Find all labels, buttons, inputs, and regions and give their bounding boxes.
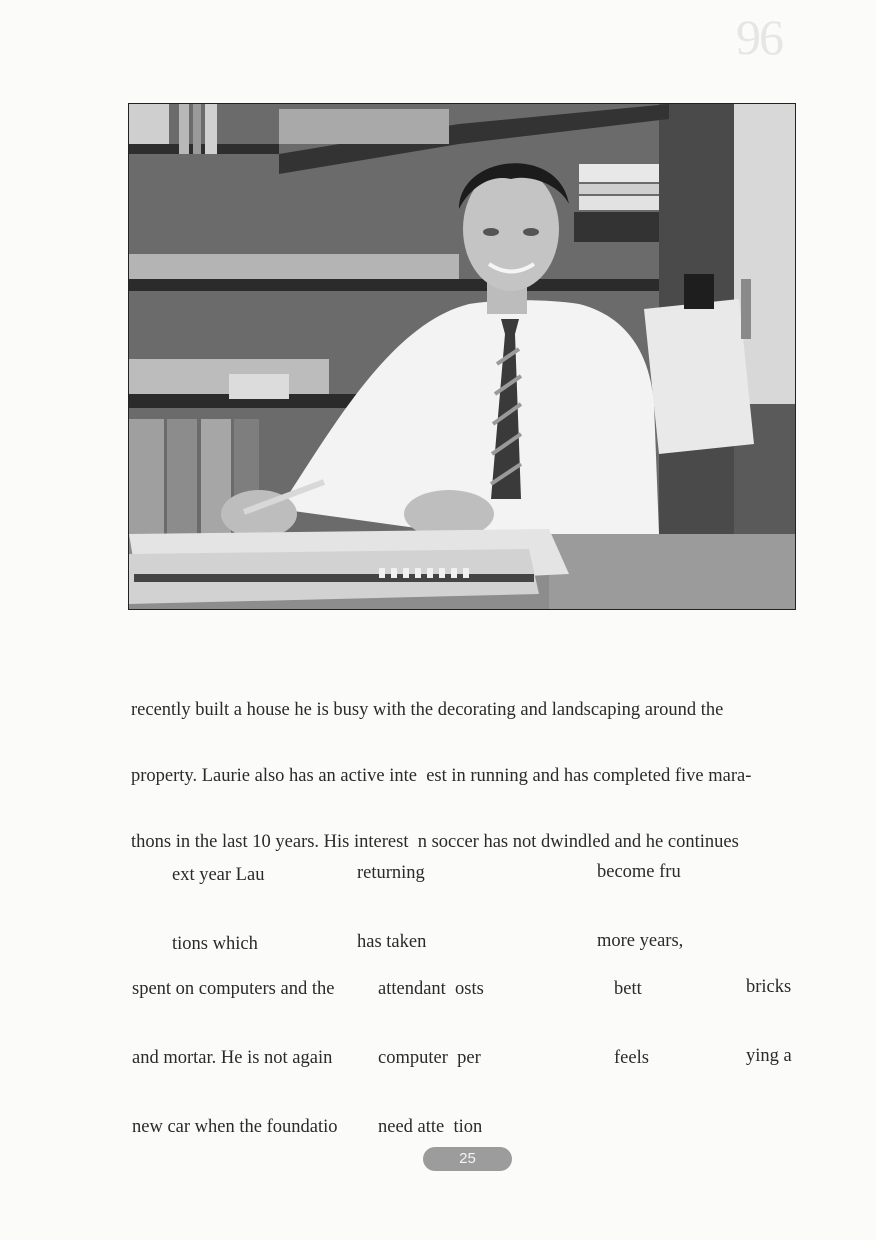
fragment-line: computer per	[378, 1048, 481, 1068]
page-number: 25	[423, 1147, 512, 1171]
fragment-line: attendant osts	[378, 979, 484, 999]
fragment-line: spent on computers and the	[132, 979, 335, 999]
text-fragment-lower-col2	[378, 932, 484, 1162]
text-fragment-lower-col4	[746, 930, 792, 1091]
paragraph-line: recently built a house he is busy with the decorating and landscaping around the	[131, 700, 724, 720]
portrait-photo	[128, 103, 796, 610]
fragment-line: ext year Lau	[172, 865, 265, 885]
fragment-line: bett	[614, 979, 642, 999]
text-fragment-lower-col1	[132, 932, 337, 1162]
year-watermark: 96	[736, 9, 782, 65]
fragment-line: new car when the foundatio	[132, 1117, 338, 1137]
fragment-line: has taken	[357, 932, 427, 952]
fragment-line: feels	[614, 1048, 649, 1068]
fragment-line: bricks	[746, 977, 792, 997]
fragment-line: ying a	[746, 1046, 792, 1066]
fragment-line: need atte tion	[378, 1117, 483, 1137]
fragment-line: become fru	[597, 862, 681, 882]
fragment-line: and mortar. He is not again	[132, 1048, 333, 1068]
fragment-line: returning	[357, 863, 425, 883]
fragment-line: more years,	[597, 931, 684, 951]
fragment-line: tions which	[172, 934, 258, 954]
paragraph-line: property. Laurie also has an active inte est in running and has completed five mara-	[131, 766, 752, 786]
paragraph-line: thons in the last 10 years. His interest n soccer has not dwindled and he continues	[131, 832, 739, 852]
text-fragment-lower-col3	[614, 932, 649, 1093]
